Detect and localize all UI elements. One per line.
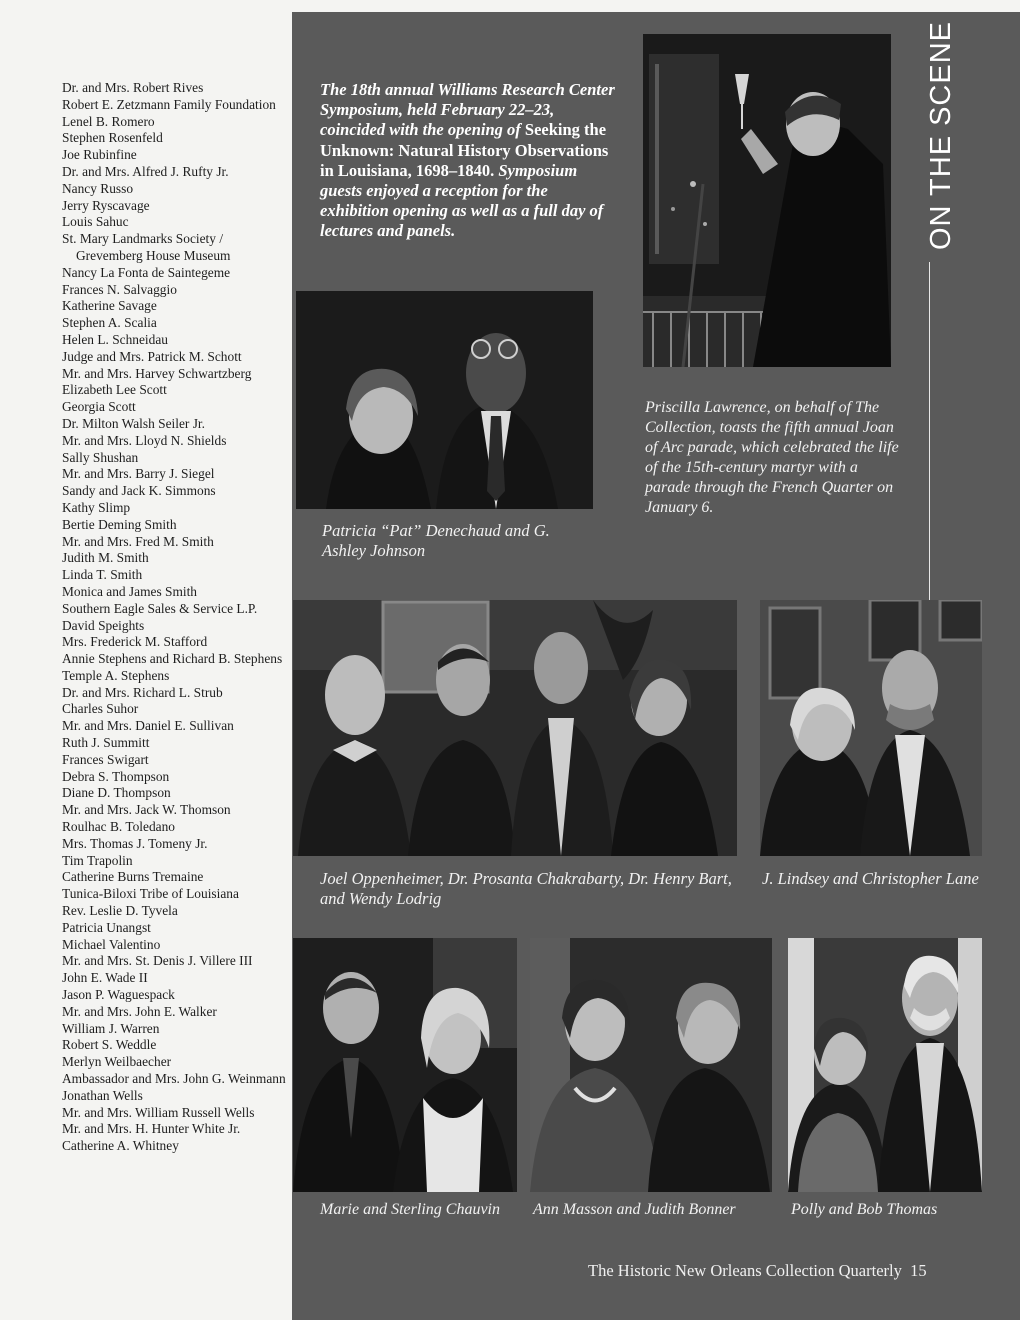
donor-name: Mr. and Mrs. St. Denis J. Villere III [62,953,253,969]
donor-name: Annie Stephens and Richard B. Stephens [62,651,283,667]
caption-masson-bonner: Ann Masson and Judith Bonner [533,1201,736,1218]
donor-name: Diane D. Thompson [62,785,171,801]
caption-denechaud-johnson: Patricia “Pat” Denechaud and G. Ashley Johnson [322,521,550,560]
donor-name: Mr. and Mrs. Jack W. Thomson [62,802,231,818]
donor-name: Catherine Burns Tremaine [62,869,204,885]
donor-name: Debra S. Thompson [62,768,170,784]
donor-name: Dr. Milton Walsh Seiler Jr. [62,415,205,431]
donor-list [62,80,287,1155]
publication-name: The Historic New Orleans Collection Quarterly [588,1261,902,1280]
donor-name: Catherine A. Whitney [62,1138,179,1154]
donor-name: Mr. and Mrs. H. Hunter White Jr. [62,1121,241,1137]
intro-lead: The 18th annual Williams Research Center Symposium, held February 22–23, coincided with the opening of [320,80,615,140]
donor-name: Stephen A. Scalia [62,315,157,331]
donor-name: Mr. and Mrs. Harvey Schwartzberg [62,365,252,381]
photo-masson-bonner [530,938,772,1192]
donor-name: Mr. and Mrs. John E. Walker [62,1003,217,1019]
donor-name: David Speights [62,617,145,633]
donor-name: Bertie Deming Smith [62,516,177,532]
photo-group-four [293,600,737,856]
donor-name: Temple A. Stephens [62,667,170,683]
donor-name: Mrs. Frederick M. Stafford [62,634,208,650]
donor-name: Dr. and Mrs. Alfred J. Rufty Jr. [62,163,229,179]
photo-chauvin [293,938,517,1192]
donor-name: Frances N. Salvaggio [62,281,177,297]
section-divider [929,262,930,600]
donor-name: Charles Suhor [62,701,139,717]
donor-name: Helen L. Schneidau [62,331,168,347]
caption-group-four: Joel Oppenheimer, Dr. Prosanta Chakrabarty, Dr. Henry Bart, and Wendy Lodrig [320,869,732,908]
donor-name: Mr. and Mrs. William Russell Wells [62,1104,255,1120]
caption-chauvin: Marie and Sterling Chauvin [320,1201,500,1218]
photo-lane [760,600,982,856]
section-title: ON THE SCENE [925,20,957,250]
donor-name: Ambassador and Mrs. John G. Weinmann [62,1071,286,1087]
donor-name: Katherine Savage [62,298,157,314]
donor-name: Stephen Rosenfeld [62,130,163,146]
donor-name: Dr. and Mrs. Robert Rives [62,80,204,95]
exhibition-title: Seeking the Unknown: Natural History Observations in Louisiana, 1698–1840. [320,120,609,180]
photo-lawrence-toast [643,34,891,367]
donor-name: Louis Sahuc [62,214,129,230]
caption-thomas: Polly and Bob Thomas [791,1201,938,1218]
donor-name: Nancy Russo [62,180,134,196]
caption-lawrence: Priscilla Lawrence, on behalf of The Collection, toasts the fifth annual Joan of Arc parade, which celebrated the life of the 15th-century martyr with a parade through the French Quarter on January 6. [645,399,899,516]
donor-name: Frances Swigart [62,751,149,767]
donor-name: Nancy La Fonta de Saintegeme [62,264,231,280]
donor-name: Judith M. Smith [62,550,149,566]
donor-name: Robert S. Weddle [62,1037,157,1053]
donor-name: Roulhac B. Toledano [62,819,175,835]
donor-name: Lenel B. Romero [62,113,155,129]
donor-name: Mr. and Mrs. Daniel E. Sullivan [62,718,234,734]
donor-name: Georgia Scott [62,399,136,415]
donor-name: St. Mary Landmarks Society / Grevemberg House Museum [62,231,231,263]
donor-name: Merlyn Weilbaecher [62,1054,172,1070]
donor-name: Ruth J. Summitt [62,735,150,751]
donor-name: John E. Wade II [62,970,148,986]
donor-name: Dr. and Mrs. Richard L. Strub [62,684,223,700]
photo-thomas [788,938,982,1192]
donor-name: Jason P. Waguespack [62,987,175,1003]
donor-name: Mr. and Mrs. Lloyd N. Shields [62,432,227,448]
donor-name: Joe Rubinfine [62,147,137,163]
donor-name: Michael Valentino [62,936,161,952]
page-number: 15 [910,1261,927,1280]
donor-name: Judge and Mrs. Patrick M. Schott [62,348,242,364]
donor-name: Monica and James Smith [62,583,198,599]
donor-name: Rev. Leslie D. Tyvela [62,903,178,919]
caption-lane: J. Lindsey and Christopher Lane [762,869,979,888]
donor-name: Elizabeth Lee Scott [62,382,167,398]
donor-name: Sally Shushan [62,449,139,465]
donor-name: Tim Trapolin [62,852,133,868]
donor-name: Tunica-Biloxi Tribe of Louisiana [62,886,239,902]
donor-name: Mr. and Mrs. Fred M. Smith [62,533,214,549]
donor-name: Patricia Unangst [62,919,151,935]
intro-tail: Symposium guests enjoyed a reception for the exhibition opening as well as a full day of lectures and panels. [320,160,604,241]
donor-name: Sandy and Jack K. Simmons [62,483,216,499]
donor-name: Mr. and Mrs. Barry J. Siegel [62,466,215,482]
page-footer [588,1261,927,1281]
donor-name: Jonathan Wells [62,1087,143,1103]
intro-paragraph [320,80,615,242]
donor-name: William J. Warren [62,1020,160,1036]
donor-name: Jerry Ryscavage [62,197,150,213]
donor-name: Linda T. Smith [62,567,143,583]
donor-name: Southern Eagle Sales & Service L.P. [62,600,258,616]
donor-name: Mrs. Thomas J. Tomeny Jr. [62,835,208,851]
donor-name: Robert E. Zetzmann Family Foundation [62,96,276,112]
donor-name: Kathy Slimp [62,499,131,515]
photo-denechaud-johnson [296,291,593,509]
